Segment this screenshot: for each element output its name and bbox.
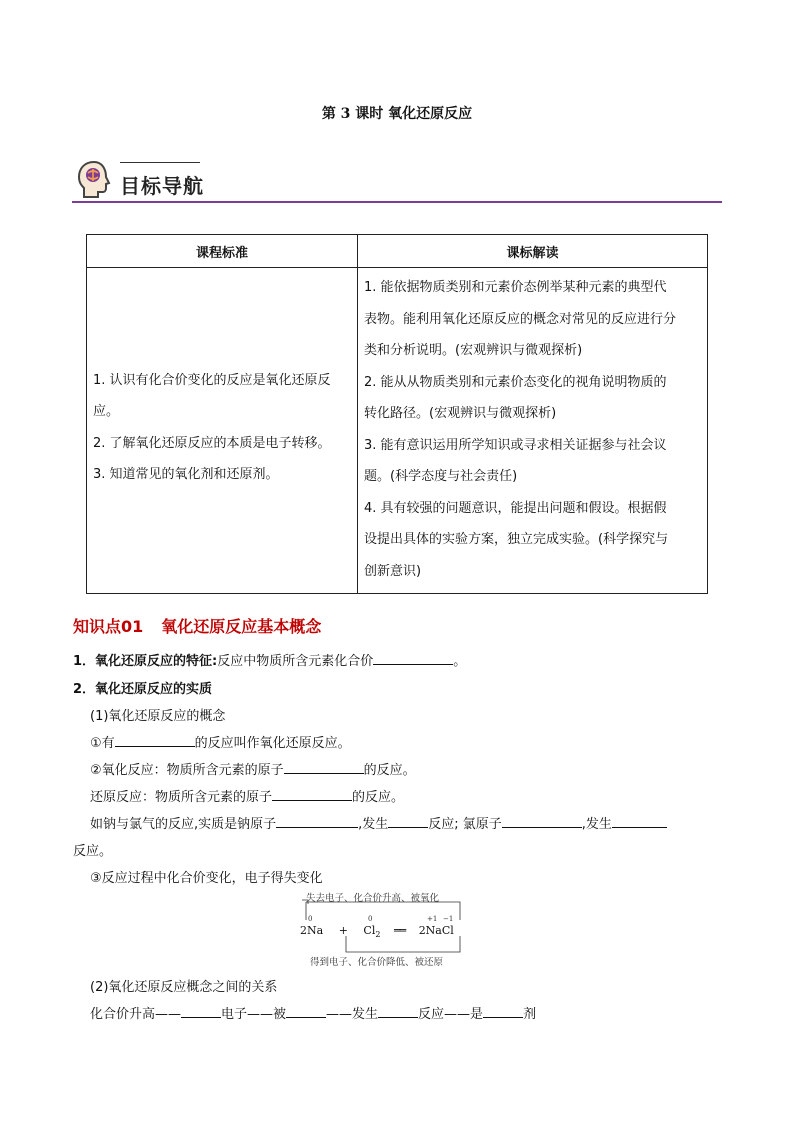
header-standard: 课程标准 <box>87 235 358 268</box>
interp-line: 转化路径。(宏观辨识与微观探析) <box>364 406 557 421</box>
interp-line: 1. 能依据物质类别和元素价态例举某种元素的典型代 <box>364 280 667 295</box>
header-interpretation: 课标解读 <box>358 235 708 268</box>
page-title: 第 3 课时 氧化还原反应 <box>321 106 473 122</box>
reduction-line: 还原反应：物质所含元素的原子 的反应。 <box>90 786 404 805</box>
standard-cell <box>87 268 358 594</box>
section-banner <box>72 158 722 204</box>
ox-state: 0 <box>368 915 373 923</box>
blank <box>373 651 453 665</box>
blank <box>284 760 364 774</box>
relation-chain: 化合价升高—— 电子——被 ——发生 反应——是 剂 <box>90 1003 536 1022</box>
blank <box>612 814 667 828</box>
interp-line: 4. 具有较强的问题意识，能提出问题和假设。根据假 <box>364 500 667 516</box>
blank <box>388 814 428 828</box>
section-number: 知识点01 <box>73 617 144 636</box>
ox-state: −1 <box>443 915 454 923</box>
example-line: 如钠与氯气的反应,实质是钠原子 ,发生 反应; 氯原子 ,发生 <box>90 813 667 832</box>
interp-line: 题。(科学态度与社会责任) <box>364 469 518 484</box>
definition-line: ①有 的反应叫作氧化还原反应。 <box>90 732 351 751</box>
standard-line: 3. 知道常见的氧化剂和还原剂。 <box>93 467 279 482</box>
interp-line: 2. 能从从物质类别和元素价态变化的视角说明物质的 <box>364 374 667 390</box>
goals-table <box>86 234 708 594</box>
blank <box>286 1004 326 1018</box>
top-caption: 失去电子、化合价升高、被氧化 <box>306 893 440 904</box>
blank <box>276 814 358 828</box>
interp-line: 表物。能利用氧化还原反应的概念对常见的反应进行分 <box>364 311 677 327</box>
standard-line: 1. 认识有化合价变化的反应是氧化还原反 <box>93 372 331 388</box>
brain-head-icon <box>76 160 112 200</box>
blank <box>181 1004 221 1018</box>
blank <box>378 1004 418 1018</box>
example-line-end: 反应。 <box>73 844 113 859</box>
interp-line: 类和分析说明。(宏观辨识与微观探析) <box>364 343 583 358</box>
redox-equation-diagram <box>300 890 470 966</box>
interp-line: 设提出具体的实验方案，独立完成实验。(科学探究与 <box>364 532 669 547</box>
relation-heading: (2)氧化还原反应概念之间的关系 <box>90 980 278 995</box>
section-title: 氧化还原反应基本概念 <box>161 617 322 636</box>
ox-state: +1 <box>427 915 438 923</box>
bottom-caption: 得到电子、化合价降低、被还原 <box>310 957 444 968</box>
interpretation-cell <box>358 268 708 594</box>
section-heading <box>73 614 321 637</box>
feature-line: 1．氧化还原反应的特征:反应中物质所含元素化合价 。 <box>73 650 466 669</box>
blank <box>272 787 352 801</box>
blank <box>115 733 195 747</box>
banner-label: 目标导航 <box>120 174 204 198</box>
interp-line: 创新意识) <box>364 563 422 579</box>
blank <box>483 1004 523 1018</box>
interp-line: 3. 能有意识运用所学知识或寻求相关证据参与社会议 <box>364 437 667 453</box>
banner-rule <box>72 201 722 203</box>
oxidation-line: ②氧化反应：物质所含元素的原子 的反应。 <box>90 759 416 778</box>
banner-topline <box>120 162 200 163</box>
concept-heading: (1)氧化还原反应的概念 <box>90 709 226 724</box>
ox-state: 0 <box>308 915 313 923</box>
standard-line: 2. 了解氧化还原反应的本质是电子转移。 <box>93 435 331 451</box>
process-line: ③反应过程中化合价变化，电子得失变化 <box>90 871 323 886</box>
essence-heading: 2．氧化还原反应的实质 <box>73 682 213 697</box>
equation-line: $2Na + Cl_2$ ══ 2NaCl <box>300 924 454 940</box>
blank <box>502 814 582 828</box>
standard-line: 应。 <box>93 404 120 419</box>
